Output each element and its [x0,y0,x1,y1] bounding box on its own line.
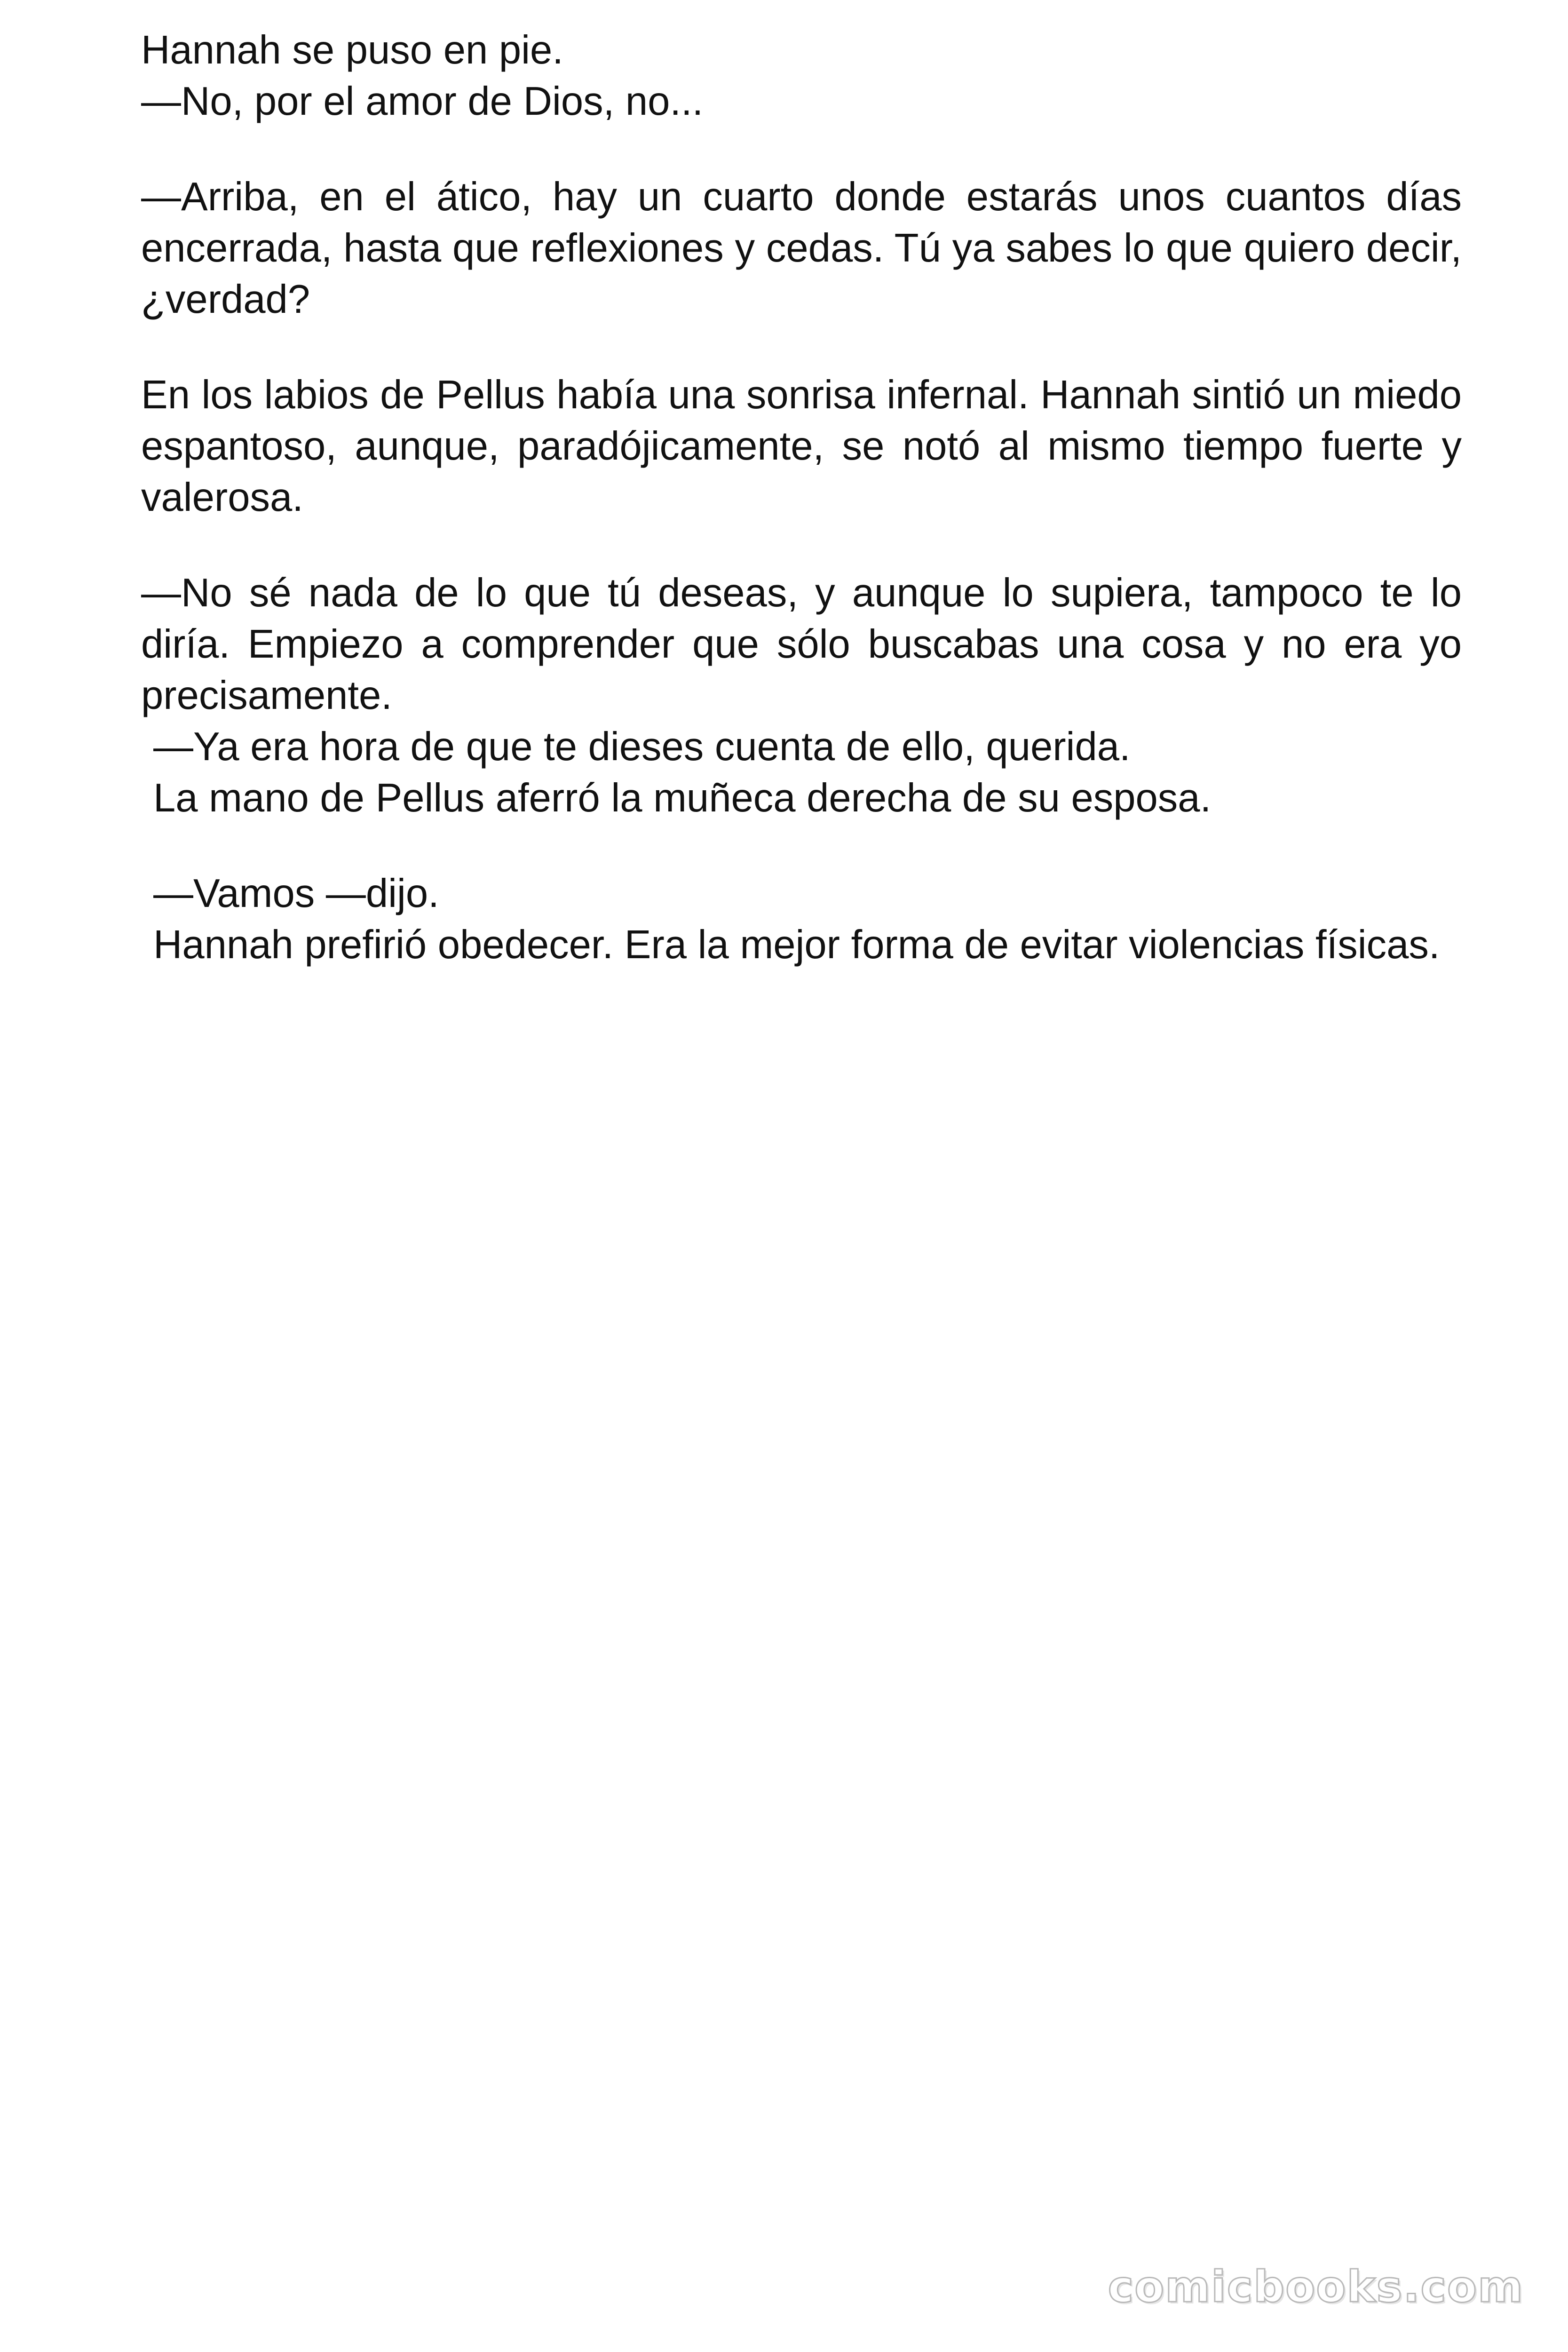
paragraph-2: —No, por el amor de Dios, no... [141,79,704,124]
paragraph-6: —Ya era hora de que te dieses cuenta de ello, querida. [153,724,1131,769]
paragraph-9: Hannah prefirió obedecer. Era la mejor forma de evitar violencias físicas. [153,922,1440,967]
paragraph-1: Hannah se puso en pie. [141,28,563,72]
paragraph-4: En los labios de Pellus había una sonrisa infernal. Hannah sintió un miedo espantoso, aunque, paradójicamente, se notó al mismo tiempo fuerte y valerosa. [141,373,1462,520]
page-body [141,24,1462,970]
watermark-logo: comicbooks.com [1108,2262,1524,2312]
paragraph-3: —Arriba, en el ático, hay un cuarto donde estarás unos cuantos días encerrada, hasta que reflexiones y cedas. Tú ya sabes lo que quiero decir, ¿verdad? [141,175,1462,322]
paragraph-7: La mano de Pellus aferró la muñeca derecha de su esposa. [153,776,1212,820]
paragraph-8: —Vamos —dijo. [153,871,439,916]
paragraph-5: —No sé nada de lo que tú deseas, y aunque lo supiera, tampoco te lo diría. Empiezo a comprender que sólo buscabas una cosa y no era yo precisamente. [141,571,1462,718]
